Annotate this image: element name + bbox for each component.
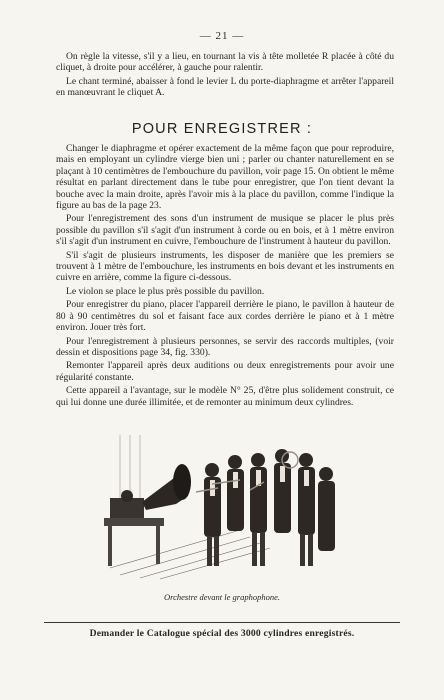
paragraph: Remonter l'appareil après deux auditions ou deux enregistrements pour avoir une régularité constante. [56,360,394,383]
orchestre-illustration [100,430,346,580]
figure-caption: Orchestre devant le graphophone. [164,592,280,602]
page-number: — 21 — [199,30,245,42]
table-icon [104,518,164,526]
paragraph: Cette appareil a l'avantage, sur le modèle N° 25, d'être plus solidement construit, ce qui lui donne une durée illimitée, et de remonter au minimum deux cylindres. [56,385,394,408]
intro-text [56,51,394,101]
paragraph: On règle la vitesse, s'il y a lieu, en tournant la vis à tête molletée R placée à côté du cliquet, à droite pour accélérer, à gauche pour ralentir. [56,51,394,74]
engraving-illustration [100,430,346,580]
paragraph: Le chant terminé, abaisser à fond le levier L du porte-diaphragme et arrêter l'appareil en manœuvrant le cliquet A. [56,75,394,99]
paragraph: Le violon se place le plus près possible du pavillon. [66,285,265,297]
paragraph: Pour l'enregistrement des sons d'un instrument de musique se placer le plus près possible du pavillon s'il s'agit d'un instrument à corde ou en bois, et à 1 mètre environ s'il s'agit d'un instrument en cuivre, l'embouchure de l'instrument à hauteur du pavillon. [56,213,394,248]
paragraph: Pour l'enregistrement à plusieurs personnes, se servir des raccords multiples, (voir dessin et dispositions page 34, fig. 330). [56,335,394,358]
paragraph: S'il s'agit de plusieurs instruments, les disposer de manière que les premiers se trouvent à 1 mètre de l'embouchure, les instruments en bois devant et les instruments en cuivre en arrière, comme la figure ci-dessous. [56,249,394,284]
recording-instructions [56,143,394,410]
catalogue-note: Demander le Catalogue spécial des 3000 cylindres enregistrés. [89,628,355,639]
section-heading: POUR ENREGISTRER : [131,121,313,137]
paragraph: Pour enregistrer du piano, placer l'appareil derrière le piano, le pavillon à hauteur de 80 à 90 centimètres du sol et faisant face aux cordes derrière le piano et à 1 mètre environ. Jouer très fort. [56,299,394,334]
paragraph: Changer le diaphragme et opérer exactement de la même façon que pour reproduire, mais en employant un cylindre vierge bien uni ; parler ou chanter naturellement en se plaçant à 10 centimètres de l'embouchure du pavillon, voir page 15. On obtient le même résultat en parlant directement dans le tube pour enregistrer, que l'on tient devant la bouche avec la main droite, après l'avoir mis à la place du pavillon, comme l'indique la figure au bas de la page 23. [56,143,394,212]
divider [44,622,400,623]
